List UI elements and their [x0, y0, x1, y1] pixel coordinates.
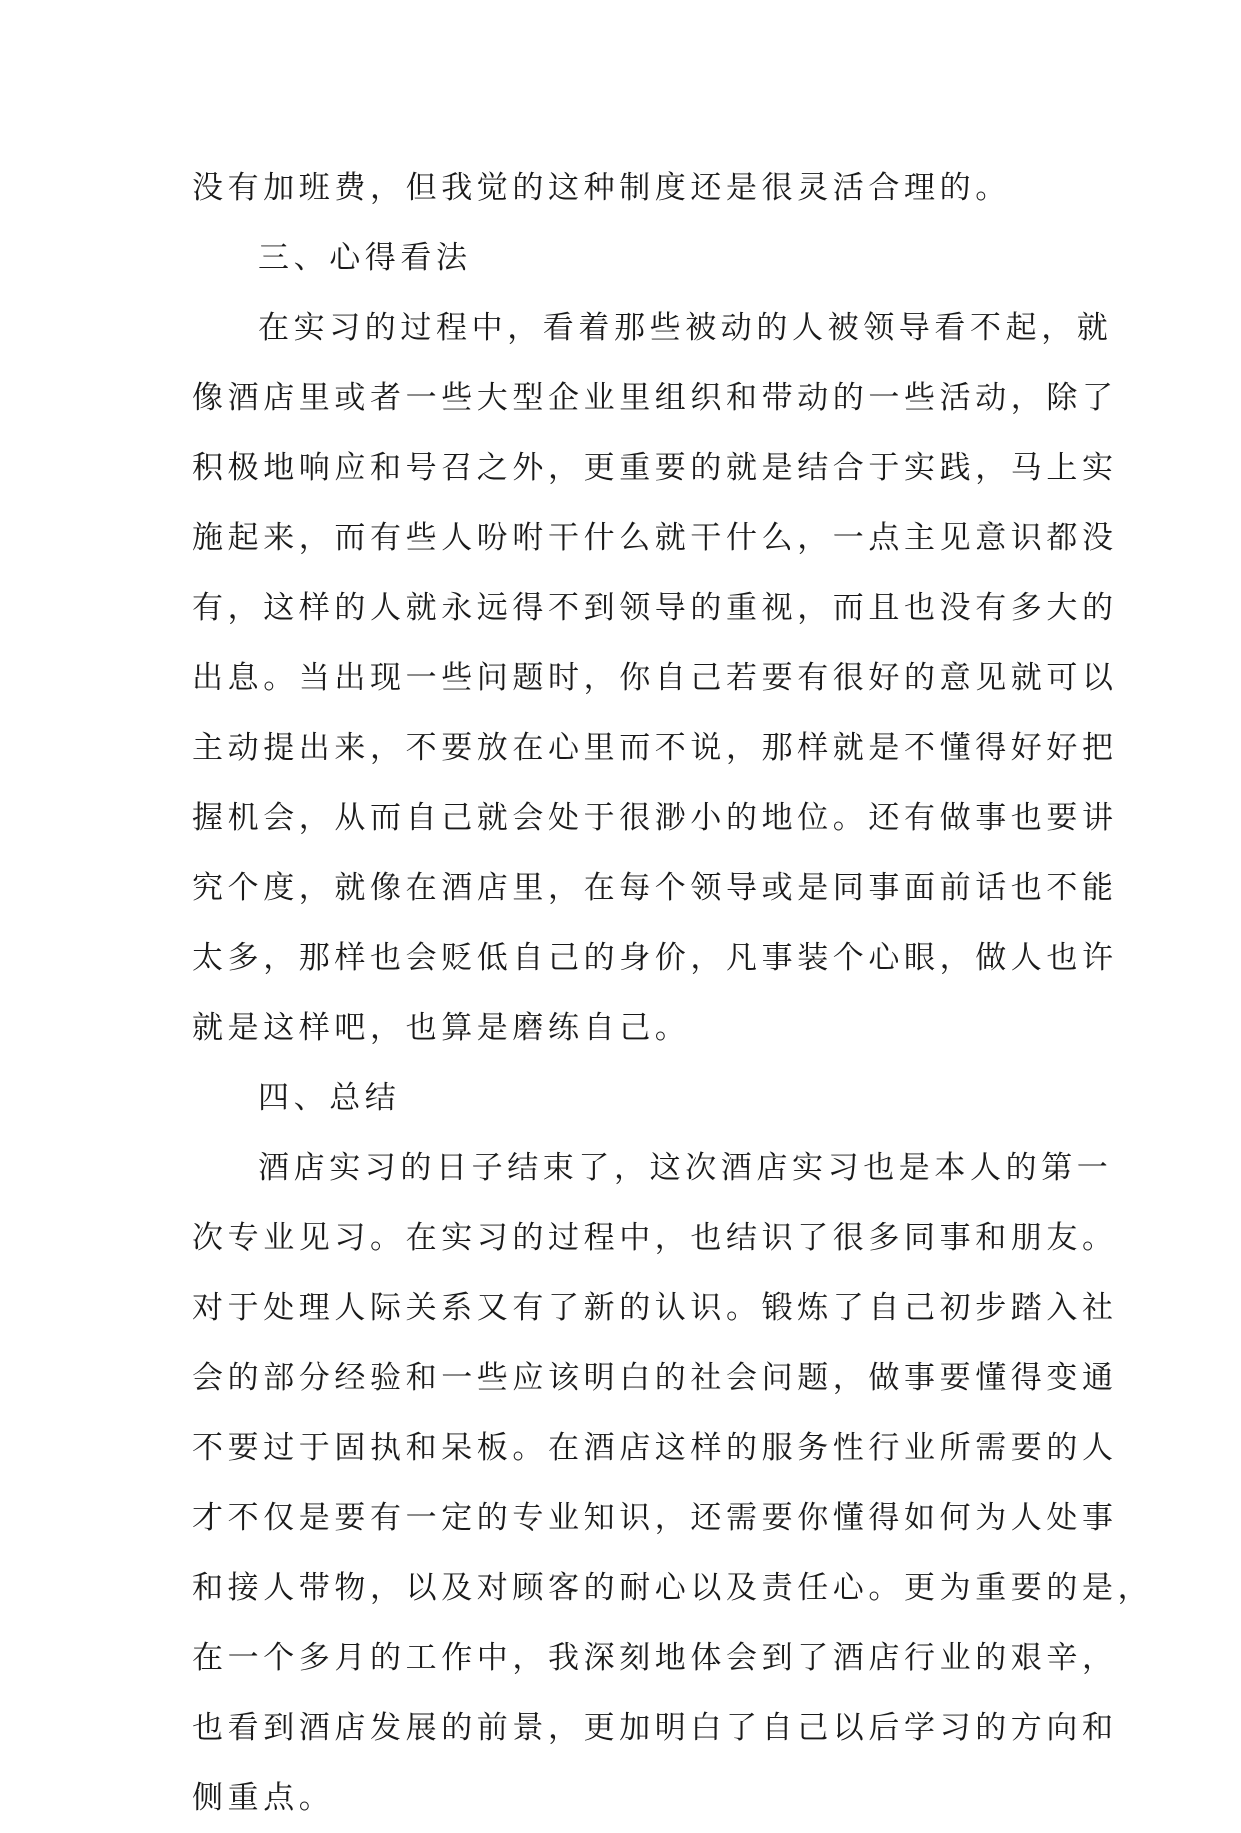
text-line: 太多，那样也会贬低自己的身价，凡事装个心眼，做人也许 [192, 940, 1118, 976]
text-line: 酒店实习的日子结束了，这次酒店实习也是本人的第一 [258, 1150, 1113, 1186]
body-text [192, 153, 1154, 1833]
text-line: 和接人带物，以及对顾客的耐心以及责任心。更为重要的是， [192, 1570, 1154, 1606]
text-line: 侧重点。 [192, 1780, 335, 1816]
text-line: 不要过于固执和呆板。在酒店这样的服务性行业所需要的人 [192, 1430, 1118, 1466]
text-line: 有，这样的人就永远得不到领导的重视，而且也没有多大的 [192, 590, 1118, 626]
text-line: 出息。当出现一些问题时，你自己若要有很好的意见就可以 [192, 660, 1118, 696]
section-heading-4: 四、总结 [258, 1080, 401, 1116]
text-line: 握机会，从而自己就会处于很渺小的地位。还有做事也要讲 [192, 800, 1118, 836]
text-line: 会的部分经验和一些应该明白的社会问题，做事要懂得变通 [192, 1360, 1118, 1396]
text-line: 主动提出来，不要放在心里而不说，那样就是不懂得好好把 [192, 730, 1118, 766]
text-line: 才不仅是要有一定的专业知识，还需要你懂得如何为人处事 [192, 1500, 1118, 1536]
text-line: 次专业见习。在实习的过程中，也结识了很多同事和朋友。 [192, 1220, 1118, 1256]
text-line: 就是这样吧，也算是磨练自己。 [192, 1010, 691, 1046]
text-line: 积极地响应和号召之外，更重要的就是结合于实践，马上实 [192, 450, 1118, 486]
text-line: 也看到酒店发展的前景，更加明白了自己以后学习的方向和 [192, 1710, 1118, 1746]
text-line: 在实习的过程中，看着那些被动的人被领导看不起，就 [258, 310, 1113, 346]
text-line: 对于处理人际关系又有了新的认识。锻炼了自己初步踏入社 [192, 1290, 1118, 1326]
text-line: 究个度，就像在酒店里，在每个领导或是同事面前话也不能 [192, 870, 1118, 906]
section-heading-3: 三、心得看法 [258, 240, 472, 276]
text-line: 施起来，而有些人吩咐干什么就干什么，一点主见意识都没 [192, 520, 1118, 556]
text-line: 像酒店里或者一些大型企业里组织和带动的一些活动，除了 [192, 380, 1118, 416]
text-line: 在一个多月的工作中，我深刻地体会到了酒店行业的艰辛， [192, 1640, 1118, 1676]
text-line: 没有加班费，但我觉的这种制度还是很灵活合理的。 [192, 170, 1011, 206]
